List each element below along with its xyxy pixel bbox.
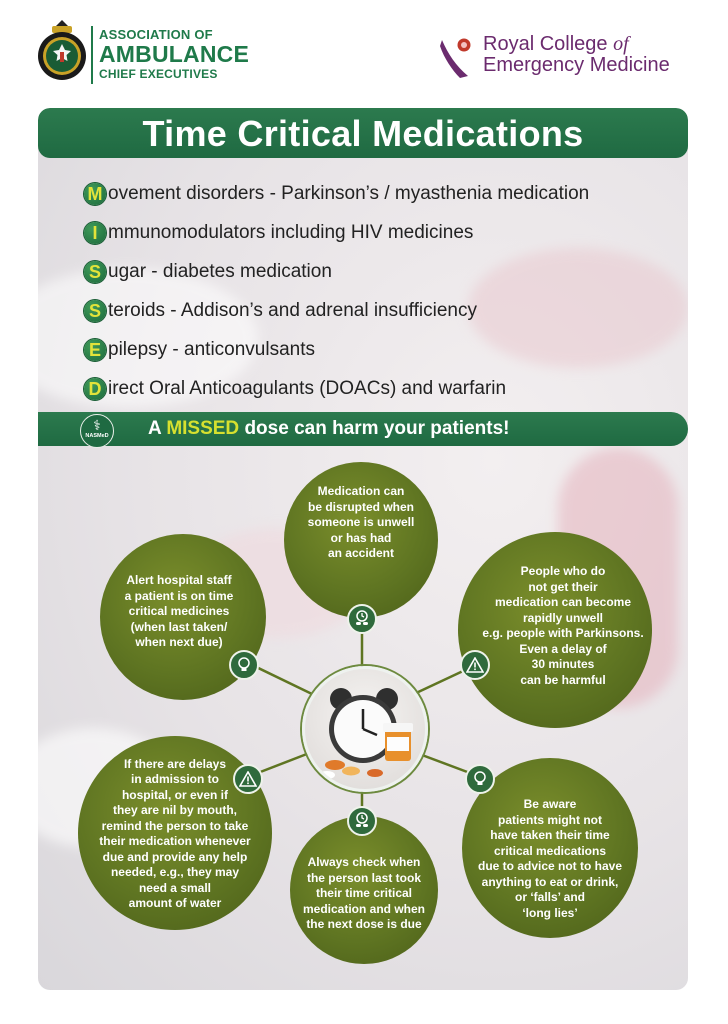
letter-badge: M xyxy=(84,183,106,205)
clock-pills-icon xyxy=(347,806,377,836)
page-title: Time Critical Medications xyxy=(142,113,584,154)
aace-line-3: CHIEF EXECUTIVES xyxy=(99,67,218,81)
warning-icon xyxy=(233,764,263,794)
rcem-line-2: Emergency Medicine xyxy=(483,54,670,76)
letter-badge: E xyxy=(84,339,106,361)
poster-panel xyxy=(38,108,688,990)
info-bubble-disruption xyxy=(284,462,438,618)
lightbulb-icon xyxy=(229,650,259,680)
aace-wordmark xyxy=(99,28,249,80)
alarm-clock-pills-icon xyxy=(305,669,425,789)
letter-badge: D xyxy=(84,378,106,400)
aace-crest-icon xyxy=(34,18,90,82)
letter-badge: I xyxy=(84,222,106,244)
info-bubble-check xyxy=(290,816,438,964)
list-item-text: irect Oral Anticoagulants (DOACs) and warfarin xyxy=(108,377,507,399)
list-item-text: teroids - Addison’s and adrenal insufficiency xyxy=(108,299,477,321)
aace-line-2: AMBULANCE xyxy=(99,41,250,67)
banner-highlight: MISSED xyxy=(166,418,240,439)
center-illustration xyxy=(302,666,428,792)
bubble-text: Always check when the person last took their time critical medication and when the next dose is due xyxy=(302,855,425,932)
rcem-line-1: Royal College xyxy=(483,33,608,55)
bubble-text: People who do not get their medication can become rapidly unwell e.g. people with Parkinsons. Even a delay of 30 minutes can be harmful xyxy=(482,564,644,687)
clock-pills-icon xyxy=(347,604,377,634)
lightbulb-icon xyxy=(465,764,495,794)
list-item-text: ugar - diabetes medication xyxy=(108,260,332,282)
list-item-text: ovement disorders - Parkinson’s / myasthenia medication xyxy=(108,182,590,204)
nasmed-label: NASMeD xyxy=(85,433,109,439)
bubble-text: Alert hospital staff a patient is on time critical medicines (when last taken/ when next due) xyxy=(124,573,234,650)
warning-icon xyxy=(460,650,490,680)
header xyxy=(0,0,728,100)
list-item-text: mmunomodulators including HIV medicines xyxy=(108,221,474,243)
info-bubble-unwell xyxy=(458,532,652,728)
bubble-text: Medication can be disrupted when someone is unwell or has had an accident xyxy=(307,484,415,561)
list-item-text: pilepsy - anticonvulsants xyxy=(108,338,315,360)
aace-divider xyxy=(91,26,93,84)
banner-suffix: dose can harm your patients! xyxy=(244,418,510,439)
bubble-text: If there are delays in admission to hospital, or even if they are nil by mouth, remind the person to take their medication whenever due and provide any help needed, e.g., they may need a small amount of water xyxy=(99,756,251,910)
rcem-of: of xyxy=(613,33,629,55)
letter-badge: S xyxy=(84,300,106,322)
banner-prefix: A xyxy=(148,418,162,439)
letter-badge: S xyxy=(84,261,106,283)
rcem-logo-icon xyxy=(438,36,478,80)
bubble-text: Be aware patients might not have taken their time critical medications due to advice not to have anything to eat or drink, or ‘falls’ and ‘long lies’ xyxy=(477,797,623,920)
caduceus-icon: ⚕ xyxy=(93,417,101,433)
rcem-wordmark xyxy=(483,34,670,76)
aace-line-1: ASSOCIATION OF xyxy=(99,27,213,42)
